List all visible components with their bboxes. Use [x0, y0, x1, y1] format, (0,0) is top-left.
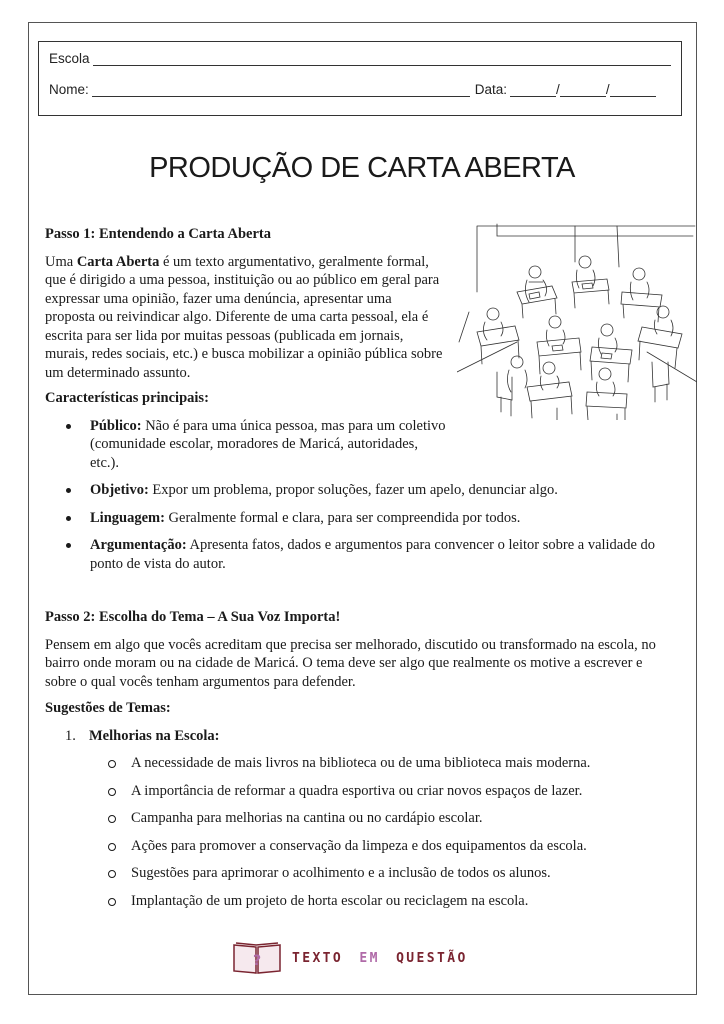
list-item — [45, 536, 675, 573]
list-item: A importância de reformar a quadra esportiva ou criar novos espaços de lazer. — [45, 782, 675, 801]
content-area — [45, 225, 675, 910]
brand-text — [292, 951, 468, 966]
school-line — [49, 51, 671, 66]
intro-line: expressar uma opinião, fazer uma denúncia, apresentar uma — [45, 290, 392, 307]
school-label: Escola — [49, 51, 90, 66]
step2-paragraph — [45, 636, 675, 692]
list-number: 1. — [65, 727, 76, 744]
list-item: Campanha para melhorias na cantina ou no cardápio escolar. — [45, 809, 675, 828]
date-label: Data: — [474, 82, 508, 97]
intro-bold-term: Carta Aberta — [76, 253, 160, 270]
paragraph-line: Pensem em algo que vocês acreditam que precisa ser melhorado, discutido ou transformado na escola, no — [45, 636, 656, 653]
list-item: Sugestões para aprimorar o acolhimento e a inclusão de todos os alunos. — [45, 864, 675, 883]
feature-label: Argumentação: — [90, 537, 187, 553]
name-date-line — [49, 82, 656, 97]
book-question-icon — [232, 941, 282, 975]
theme-category: Melhorias na Escola: — [89, 727, 220, 744]
intro-line: proposta ou reivindicar algo. Diferente de uma carta pessoal, ela é — [45, 309, 429, 325]
step1-heading: Passo 1: Entendendo a Carta Aberta — [45, 226, 271, 242]
brand-word: QUESTÃO — [396, 950, 468, 966]
paragraph-line: sobre o qual vocês tenham argumentos para defender. — [45, 673, 356, 690]
intro-line — [45, 253, 450, 272]
feature-line — [90, 417, 675, 436]
intro-text: Uma — [45, 253, 77, 270]
feature-text: Expor um problema, propor soluções, fazer um apelo, denunciar algo. — [148, 482, 558, 498]
student-info-box — [38, 41, 682, 116]
feature-label: Objetivo: — [90, 482, 149, 498]
paragraph-line: bairro onde moram ou na cidade de Maricá. O tema deve ser algo que realmente os motive a escrever e — [45, 655, 643, 671]
icon-glyph: ? — [252, 953, 262, 969]
step2-heading: Passo 2: Escolha do Tema – A Sua Voz Importa! — [45, 609, 341, 625]
date-year-field[interactable] — [610, 85, 656, 97]
feature-label: Público: — [90, 417, 142, 434]
feature-label: Linguagem: — [90, 509, 165, 526]
feature-line: etc.). — [90, 454, 119, 471]
brand-logo — [232, 941, 468, 975]
intro-line: que é dirigido a uma pessoa, instituição ou ao público em geral para — [45, 272, 440, 288]
suggestions-heading: Sugestões de Temas: — [45, 700, 171, 716]
brand-word: EM — [359, 950, 380, 966]
name-label: Nome: — [49, 82, 89, 97]
list-item — [45, 509, 675, 528]
date-separator: / — [556, 82, 560, 97]
date-day-field[interactable] — [510, 85, 556, 97]
list-item — [45, 417, 675, 473]
list-item — [45, 481, 675, 500]
feature-text: Apresenta fatos, dados e argumentos para convencer o leitor sobre a validade do — [186, 537, 656, 553]
feature-text: Não é para uma única pessoa, mas para um coletivo — [141, 417, 446, 434]
list-item: A necessidade de mais livros na biblioteca ou de uma biblioteca mais moderna. — [45, 754, 675, 773]
date-month-field[interactable] — [560, 85, 606, 97]
page-title: PRODUÇÃO DE CARTA ABERTA — [149, 152, 575, 184]
theme-suggestions — [45, 754, 675, 910]
feature-line — [90, 536, 675, 555]
date-separator: / — [605, 82, 610, 97]
feature-line — [90, 481, 675, 500]
intro-line: murais, redes sociais, etc.) e busca mobilizar a opinião pública sobre — [45, 346, 443, 362]
intro-line: escrita para ser lida por muitas pessoas (publicada em jornais, — [45, 327, 404, 344]
intro-text: é um texto argumentativo, geralmente formal, — [159, 253, 429, 270]
list-item: Ações para promover a conservação da limpeza e dos equipamentos da escola. — [45, 837, 675, 856]
features-list — [45, 417, 675, 574]
step1-intro — [45, 253, 450, 383]
themes-list — [45, 727, 675, 746]
intro-line: um determinado assunto. — [45, 364, 191, 381]
name-field[interactable] — [92, 85, 470, 97]
features-heading: Características principais: — [45, 390, 209, 406]
feature-line — [90, 509, 675, 528]
list-item: Implantação de um projeto de horta escolar ou reciclagem na escola. — [45, 892, 675, 911]
feature-text: Geralmente formal e clara, para ser compreendida por todos. — [164, 509, 521, 526]
brand-word: TEXTO — [292, 950, 344, 966]
feature-line: ponto de vista do autor. — [90, 555, 226, 572]
school-field[interactable] — [93, 54, 671, 66]
feature-line: (comunidade escolar, moradores de Maricá, autoridades, — [90, 436, 418, 452]
